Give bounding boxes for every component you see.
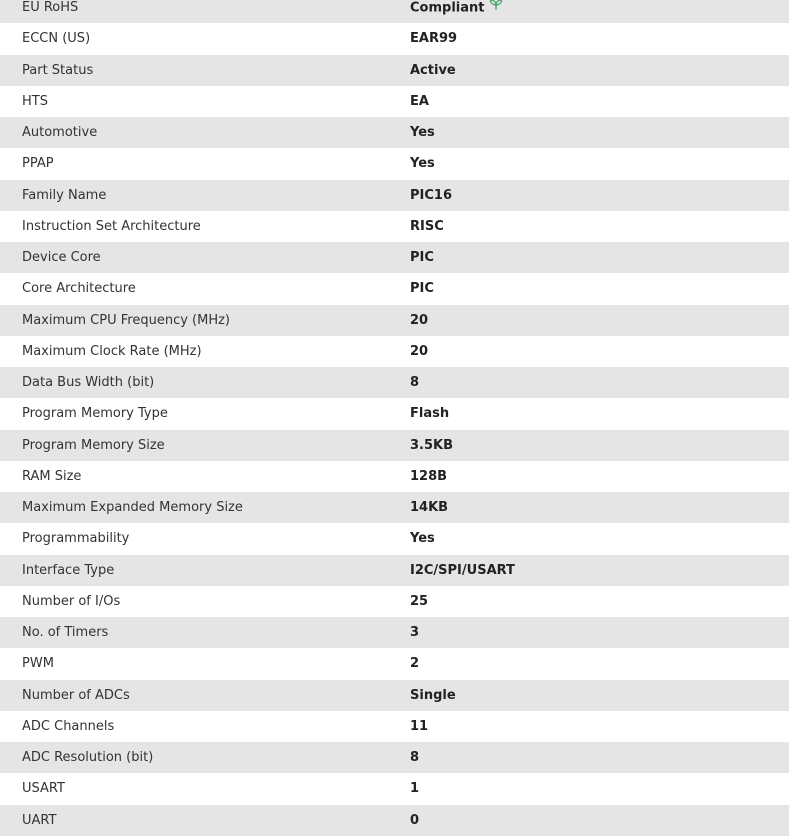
table-row [0,242,789,273]
spec-value: Yes [410,156,435,172]
spec-value: Compliant [410,0,485,16]
spec-value: EAR99 [410,31,458,47]
table-row [0,680,789,711]
spec-label: No. of Timers [22,625,109,641]
spec-value: PIC [410,281,434,297]
table-row [0,336,789,367]
table-row [0,523,789,554]
spec-label: Maximum Expanded Memory Size [22,500,243,516]
spec-label: ADC Resolution (bit) [22,750,154,766]
table-row [0,117,789,148]
table-row [0,180,789,211]
spec-label: Program Memory Type [22,406,168,422]
table-row [0,367,789,398]
table-row [0,492,789,523]
spec-value: 20 [410,312,429,328]
table-row [0,23,789,54]
spec-label: Interface Type [22,562,115,578]
spec-label: HTS [22,93,48,109]
spec-value: 128B [410,468,448,484]
table-row [0,55,789,86]
spec-value: 20 [410,343,429,359]
spec-label: EU RoHS [22,0,79,16]
table-row [0,148,789,179]
spec-value: Yes [410,531,435,547]
table-row [0,430,789,461]
spec-value: EA [410,93,429,109]
spec-label: Programmability [22,531,130,547]
spec-label: USART [22,781,65,797]
spec-label: ADC Channels [22,718,115,734]
spec-value: 1 [410,781,420,797]
table-row [0,461,789,492]
spec-value: PIC [410,250,434,266]
spec-label: Instruction Set Architecture [22,218,201,234]
spec-value: 11 [410,718,429,734]
spec-label: Automotive [22,125,98,141]
spec-label: Maximum Clock Rate (MHz) [22,343,202,359]
spec-label: Program Memory Size [22,437,165,453]
table-row [0,805,789,836]
spec-value: 3 [410,625,420,641]
spec-label: PWM [22,656,54,672]
spec-value: 8 [410,375,420,391]
spec-value: PIC16 [410,187,452,203]
spec-value: Flash [410,406,450,422]
spec-value: Single [410,687,456,703]
table-row [0,211,789,242]
leaf-icon [489,0,503,15]
spec-label: Family Name [22,187,107,203]
spec-value: 0 [410,812,420,828]
spec-value: 2 [410,656,420,672]
spec-label: Core Architecture [22,281,136,297]
spec-label: Device Core [22,250,101,266]
spec-label: UART [22,812,57,828]
spec-value: Active [410,62,456,78]
spec-label: Maximum CPU Frequency (MHz) [22,312,230,328]
spec-value: RISC [410,218,444,234]
table-row [0,0,789,23]
spec-label: Data Bus Width (bit) [22,375,155,391]
table-row [0,86,789,117]
spec-label: Number of I/Os [22,593,121,609]
table-row [0,305,789,336]
spec-value: Yes [410,125,435,141]
spec-value: I2C/SPI/USART [410,562,515,578]
table-row [0,773,789,804]
spec-label: ECCN (US) [22,31,91,47]
table-row [0,711,789,742]
spec-value: 3.5KB [410,437,454,453]
table-row [0,586,789,617]
table-row [0,617,789,648]
spec-label: Part Status [22,62,94,78]
spec-label: Number of ADCs [22,687,130,703]
table-row [0,648,789,679]
spec-value: 25 [410,593,429,609]
table-row [0,273,789,304]
table-row [0,555,789,586]
table-row [0,742,789,773]
table-row [0,398,789,429]
spec-value: 8 [410,750,420,766]
spec-label: RAM Size [22,468,82,484]
spec-value: 14KB [410,500,449,516]
spec-label: PPAP [22,156,54,172]
